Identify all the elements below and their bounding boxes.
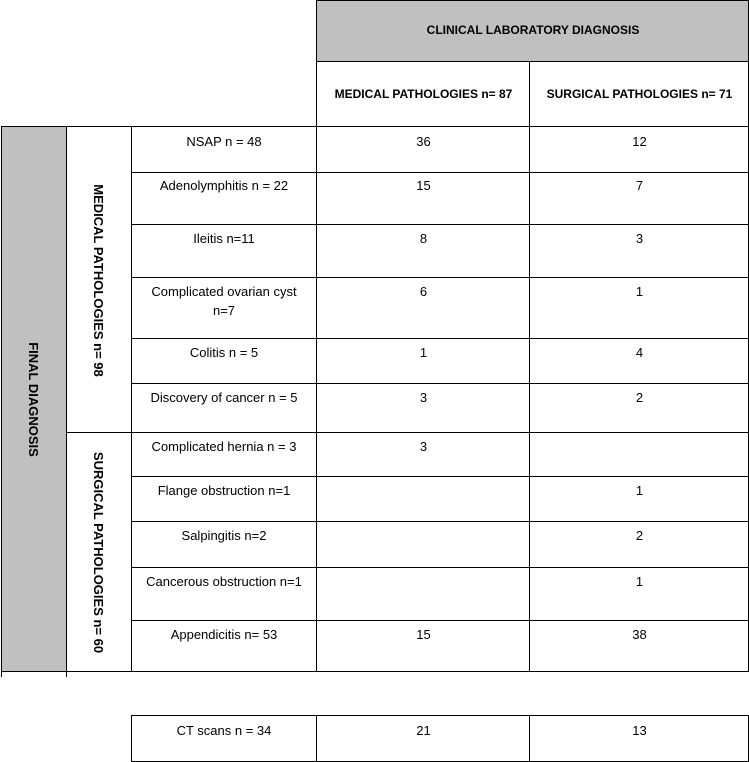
ct-scans-label: CT scans n = 34 bbox=[176, 723, 272, 738]
ct-scans-medical: 21 bbox=[416, 723, 431, 738]
row-6-surgical bbox=[530, 433, 749, 437]
row-10-surgical: 38 bbox=[632, 627, 647, 642]
row-8-label: Salpingitis n=2 bbox=[181, 528, 267, 543]
row-4-medical: 1 bbox=[419, 345, 428, 360]
row-0-medical: 36 bbox=[416, 134, 431, 149]
row-3-surgical: 1 bbox=[635, 284, 644, 299]
row-6-medical: 3 bbox=[419, 439, 428, 454]
row-2-medical: 8 bbox=[419, 231, 428, 246]
row-8-surgical: 2 bbox=[635, 528, 644, 543]
row-2-surgical: 3 bbox=[635, 231, 644, 246]
row-10-label: Appendicitis n= 53 bbox=[170, 627, 278, 642]
row-0-label: NSAP n = 48 bbox=[186, 134, 262, 149]
row-3-medical: 6 bbox=[419, 284, 428, 299]
grid-line bbox=[66, 432, 749, 433]
row-7-label: Flange obstruction n=1 bbox=[157, 483, 291, 498]
grid-line bbox=[1, 126, 749, 127]
row-1-surgical: 7 bbox=[635, 178, 644, 193]
grid-line bbox=[131, 715, 132, 762]
row-8-medical bbox=[317, 522, 530, 526]
row-2-label: Ileitis n=11 bbox=[193, 231, 255, 246]
grid-line bbox=[529, 61, 530, 672]
column-header-surgical: SURGICAL PATHOLOGIES n= 71 bbox=[546, 86, 733, 101]
grid-line bbox=[317, 61, 749, 62]
row-4-surgical: 4 bbox=[635, 345, 644, 360]
row-5-medical: 3 bbox=[419, 390, 428, 405]
row-7-surgical: 1 bbox=[635, 483, 644, 498]
row-9-surgical: 1 bbox=[635, 574, 644, 589]
row-5-label: Discovery of cancer n = 5 bbox=[150, 390, 298, 405]
grid-line bbox=[316, 715, 317, 762]
row-6-label: Complicated hernia n = 3 bbox=[151, 439, 297, 454]
grid-line bbox=[1, 126, 2, 677]
group-label-surgical: SURGICAL PATHOLOGIES n= 60 bbox=[91, 451, 107, 654]
ct-scans-surgical: 13 bbox=[632, 723, 647, 738]
grid-line bbox=[316, 0, 317, 672]
grid-line bbox=[317, 0, 749, 1]
grid-line bbox=[131, 277, 749, 278]
row-3-label: Complicated ovarian cyst n=7 bbox=[151, 284, 297, 318]
row-10-medical: 15 bbox=[416, 627, 431, 642]
grid-line bbox=[131, 338, 749, 339]
grid-line bbox=[131, 383, 749, 384]
row-7-medical bbox=[317, 477, 530, 481]
grid-line bbox=[131, 172, 749, 173]
clinical-lab-diagnosis-title: CLINICAL LABORATORY DIAGNOSIS bbox=[426, 23, 640, 37]
row-9-medical bbox=[317, 568, 530, 572]
row-1-label: Adenolymphitis n = 22 bbox=[159, 178, 289, 193]
row-1-medical: 15 bbox=[416, 178, 431, 193]
row-5-surgical: 2 bbox=[635, 390, 644, 405]
grid-line bbox=[131, 620, 749, 621]
row-9-label: Cancerous obstruction n=1 bbox=[146, 574, 302, 589]
grid-line bbox=[131, 476, 749, 477]
group-label-medical: MEDICAL PATHOLOGIES n= 98 bbox=[91, 183, 106, 377]
grid-line bbox=[66, 126, 67, 677]
row-4-label: Colitis n = 5 bbox=[189, 345, 259, 360]
final-diagnosis-label: FINAL DIAGNOSIS bbox=[26, 342, 42, 457]
grid-line bbox=[131, 224, 749, 225]
column-header-medical: MEDICAL PATHOLOGIES n= 87 bbox=[334, 86, 513, 101]
grid-line bbox=[131, 521, 749, 522]
grid-line bbox=[529, 715, 530, 762]
grid-line bbox=[131, 126, 132, 672]
grid-line bbox=[131, 567, 749, 568]
grid-line bbox=[131, 715, 749, 716]
grid-line bbox=[1, 671, 749, 672]
row-0-surgical: 12 bbox=[632, 134, 647, 149]
